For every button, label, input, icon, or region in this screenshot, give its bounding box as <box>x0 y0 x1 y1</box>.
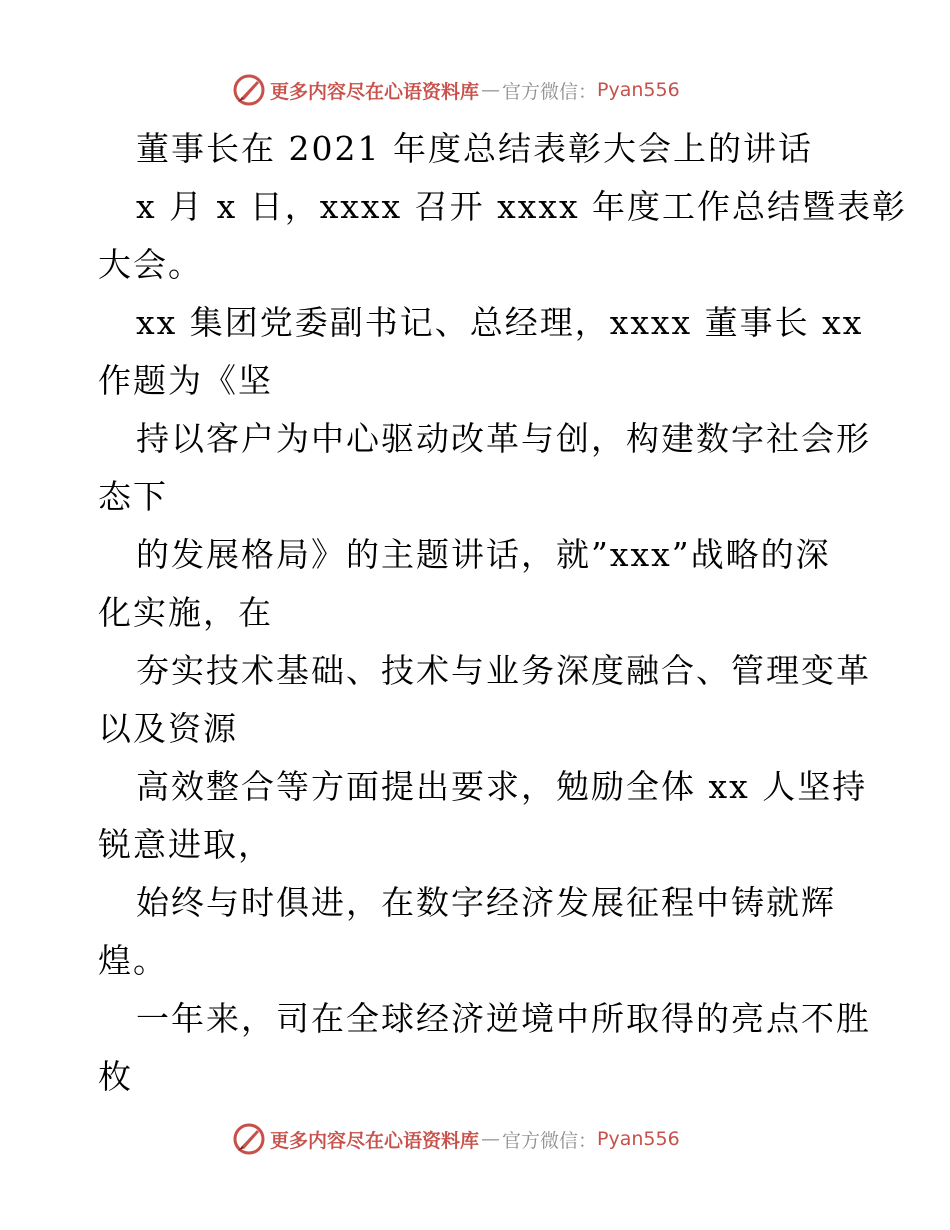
paragraph-line: 作题为《坚 <box>98 361 273 400</box>
banner-separator: — <box>481 1128 501 1150</box>
paragraph-line: 高效整合等方面提出要求，勉励全体 xx 人坚持 <box>136 767 868 806</box>
paragraph-line: 煌。 <box>98 941 168 980</box>
header-banner <box>232 72 680 108</box>
footer-banner <box>232 1121 680 1157</box>
paragraph-line: 态下 <box>98 477 168 516</box>
paragraph-line: 一年来，司在全球经济逆境中所取得的亮点不胜 <box>136 999 871 1038</box>
banner-wechat-id: Pyan556 <box>597 1128 680 1150</box>
banner-separator: — <box>481 79 501 101</box>
paragraph-line: 持以客户为中心驱动改革与创，构建数字社会形 <box>136 419 871 458</box>
banner-main-text: 更多内容尽在心语资料库 <box>270 80 480 103</box>
paragraph-line: 大会。 <box>98 245 203 284</box>
paragraph-line: 夯实技术基础、技术与业务深度融合、管理变革 <box>136 651 871 690</box>
document-body <box>98 120 908 1106</box>
document-title: 董事长在 2021 年度总结表彰大会上的讲话 <box>136 129 813 168</box>
paragraph-line: 以及资源 <box>98 709 238 748</box>
paragraph-line: 始终与时俱进，在数字经济发展征程中铸就辉 <box>136 883 836 922</box>
paragraph-line: 化实施，在 <box>98 593 273 632</box>
quill-logo-icon <box>232 73 266 107</box>
banner-wechat-id: Pyan556 <box>597 79 680 101</box>
paragraph-line: 锐意进取， <box>98 825 273 864</box>
paragraph-line: xx 集团党委副书记、总经理，xxxx 董事长 xx <box>136 303 864 342</box>
paragraph-line: x 月 x 日，xxxx 召开 xxxx 年度工作总结暨表彰 <box>136 187 908 226</box>
paragraph-line: 的发展格局》的主题讲话，就”xxx”战略的深 <box>136 535 831 574</box>
banner-wechat-label: 官方微信： <box>502 80 598 103</box>
quill-logo-icon <box>232 1122 266 1156</box>
banner-main-text: 更多内容尽在心语资料库 <box>270 1129 480 1152</box>
paragraph-line: 枚 <box>98 1057 133 1096</box>
banner-wechat-label: 官方微信： <box>502 1129 598 1152</box>
